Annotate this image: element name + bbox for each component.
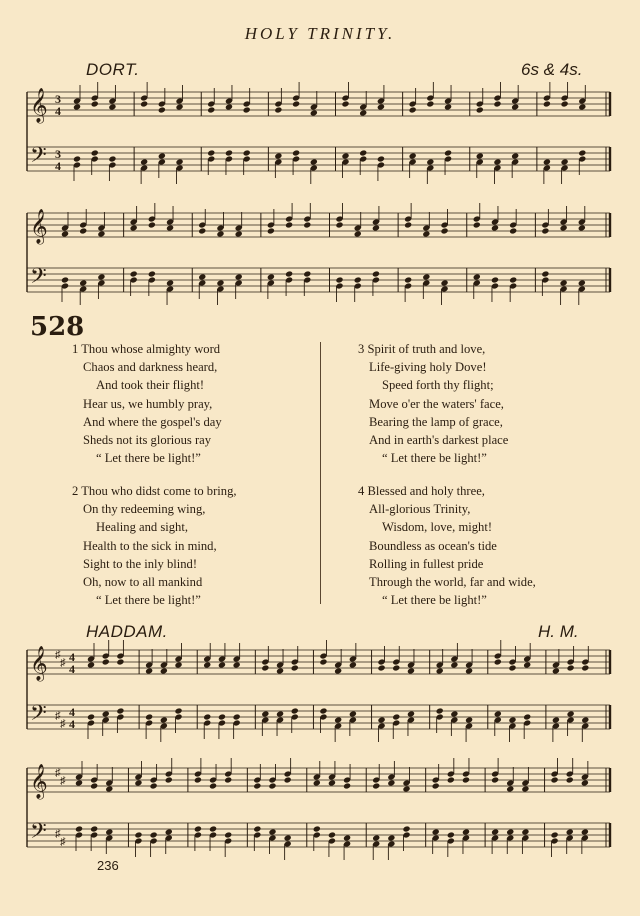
treble-clef-icon: 𝄞 (30, 209, 48, 244)
note-head (108, 103, 116, 110)
note-head (207, 149, 215, 156)
note-head (166, 279, 174, 286)
sharp-icon: ♯ (60, 718, 66, 730)
bass-clef-icon: 𝄢 (30, 819, 47, 849)
note-head (216, 230, 224, 237)
note-head (285, 270, 293, 277)
note-head (493, 100, 501, 107)
note-head (310, 109, 318, 116)
note-head (508, 716, 516, 723)
page-number: 236 (97, 858, 119, 873)
sharp-icon: ♯ (60, 657, 66, 669)
note-head (444, 149, 452, 156)
note-head (551, 776, 559, 783)
note-head (261, 664, 269, 671)
note-head (551, 831, 559, 838)
note-head (203, 713, 211, 720)
note-head (561, 158, 569, 165)
note-head (343, 834, 351, 841)
note-head (319, 658, 327, 665)
sharp-icon: ♯ (60, 775, 66, 787)
time-signature: 4 (55, 104, 61, 118)
stanza-line: Boundless as ocean's tide (369, 538, 497, 553)
stanza-line: Wisdom, love, might! (382, 520, 493, 535)
stanza-line: Through the world, far and wide, (369, 575, 536, 590)
note-head (274, 152, 282, 159)
note-head (225, 149, 233, 156)
note-head (235, 230, 243, 237)
note-head (578, 149, 586, 156)
note-head (581, 716, 589, 723)
note-head (285, 221, 293, 228)
note-head (90, 825, 98, 832)
time-signature: 4 (69, 662, 75, 676)
time-signature: 4 (69, 717, 75, 731)
note-head (543, 100, 551, 107)
note-head (402, 785, 410, 792)
note-head (140, 158, 148, 165)
note-head (130, 270, 138, 277)
note-head (73, 155, 81, 162)
note-head (494, 658, 502, 665)
stanza-3 (358, 340, 508, 467)
note-head (105, 828, 113, 835)
note-head (473, 273, 481, 280)
note-head (148, 270, 156, 277)
tune-name-haddam: HADDAM. (86, 622, 168, 641)
note-head (175, 103, 183, 110)
stanza-line: Rolling in fullest pride (369, 556, 484, 571)
note-head (150, 782, 158, 789)
note-head (436, 667, 444, 674)
stanza-line: Health to the sick in mind, (83, 538, 217, 553)
note-head (175, 158, 183, 165)
note-head (465, 716, 473, 723)
note-head (354, 230, 362, 237)
stanza-line: And in earth's darkest place (369, 433, 509, 448)
note-head (409, 106, 417, 113)
stanza-line: 4 Blessed and holy three, (358, 484, 485, 498)
stanza-line: And took their flight! (96, 378, 205, 393)
note-head (392, 713, 400, 720)
note-head (224, 831, 232, 838)
note-head (313, 825, 321, 832)
note-head (166, 224, 174, 231)
note-head (440, 227, 448, 234)
note-head (313, 779, 321, 786)
note-head (108, 155, 116, 162)
note-head (426, 100, 434, 107)
stanza-1 (72, 340, 222, 467)
note-head (335, 276, 343, 283)
note-head (116, 707, 124, 714)
note-head (387, 834, 395, 841)
stanza-line: “ Let there be light!” (382, 593, 487, 608)
note-head (198, 227, 206, 234)
note-head (75, 779, 83, 786)
treble-clef-icon: 𝄞 (30, 764, 48, 799)
note-head (462, 828, 470, 835)
note-head (216, 279, 224, 286)
stanza-line: Bearing the lamp of grace, (369, 414, 503, 429)
note-head (509, 276, 517, 283)
note-head (359, 109, 367, 116)
treble-clef-icon: 𝄞 (30, 646, 48, 681)
stanza-line: Oh, now to all mankind (83, 575, 203, 590)
stanza-line: 1 Thou whose almighty word (72, 342, 221, 356)
note-head (79, 279, 87, 286)
note-head (462, 776, 470, 783)
note-head (560, 224, 568, 231)
note-head (578, 103, 586, 110)
note-head (207, 106, 215, 113)
note-head (341, 100, 349, 107)
sharp-icon: ♯ (55, 767, 61, 779)
tune-name-dort: DORT. (86, 60, 140, 79)
note-head (552, 667, 560, 674)
note-head (218, 661, 226, 668)
note-head (319, 707, 327, 714)
note-head (276, 667, 284, 674)
note-head (465, 667, 473, 674)
stanza-line: Speed forth thy flight; (382, 378, 494, 393)
note-head (335, 221, 343, 228)
note-head (267, 273, 275, 280)
note-head (233, 713, 241, 720)
note-head (203, 661, 211, 668)
note-head (511, 103, 519, 110)
page-header: HOLY TRINITY. (244, 24, 396, 43)
note-head (61, 276, 69, 283)
stanza-line: 2 Thou who didst come to bring, (72, 484, 237, 498)
stanza-line: Chaos and darkness heard, (83, 360, 218, 375)
note-head (134, 831, 142, 838)
stanza-line: “ Let there be light!” (382, 451, 487, 466)
note-head (476, 152, 484, 159)
note-head (61, 230, 69, 237)
stanza-line: Sight to the inly blind! (83, 556, 198, 571)
note-head (90, 782, 98, 789)
note-head (349, 710, 357, 717)
stanza-line: Move o'er the waters' face, (369, 396, 504, 411)
note-head (328, 779, 336, 786)
note-head (174, 707, 182, 714)
stanza-line: “ Let there be light!” (96, 593, 201, 608)
note-head (422, 273, 430, 280)
note-head (292, 100, 300, 107)
note-head (450, 661, 458, 668)
column-divider (320, 342, 321, 604)
note-head (581, 828, 589, 835)
stanza-line: Hear us, we humbly pray, (83, 396, 213, 411)
note-head (349, 661, 357, 668)
stanza-line: On thy redeeming wing, (83, 502, 206, 517)
note-head (359, 149, 367, 156)
time-signature: 3 (55, 92, 61, 106)
note-head (130, 224, 138, 231)
note-head (523, 713, 531, 720)
note-head (291, 664, 299, 671)
note-head (91, 149, 99, 156)
time-signature: 4 (55, 159, 61, 173)
note-head (194, 776, 202, 783)
note-head (561, 100, 569, 107)
note-head (432, 782, 440, 789)
note-head (158, 152, 166, 159)
note-head (473, 221, 481, 228)
note-head (174, 661, 182, 668)
note-head (140, 100, 148, 107)
note-head (491, 828, 499, 835)
note-head (268, 828, 276, 835)
note-head (578, 279, 586, 286)
note-head (407, 710, 415, 717)
note-head (541, 270, 549, 277)
note-head (235, 273, 243, 280)
note-head (116, 658, 124, 665)
note-head (158, 106, 166, 113)
meter-dort: 6s & 4s. (521, 60, 583, 79)
note-head (160, 716, 168, 723)
note-head (521, 828, 529, 835)
note-head (165, 776, 173, 783)
note-head (578, 224, 586, 231)
stanza-2 (72, 482, 237, 609)
note-head (198, 273, 206, 280)
sharp-icon: ♯ (60, 836, 66, 848)
note-head (354, 276, 362, 283)
note-head (493, 158, 501, 165)
note-head (145, 667, 153, 674)
note-head (268, 782, 276, 789)
note-head (378, 716, 386, 723)
note-head (233, 661, 241, 668)
note-head (291, 707, 299, 714)
note-head (261, 710, 269, 717)
note-head (404, 276, 412, 283)
note-head (79, 227, 87, 234)
note-head (491, 276, 499, 283)
note-head (447, 831, 455, 838)
note-head (274, 106, 282, 113)
note-head (91, 100, 99, 107)
note-head (292, 149, 300, 156)
stanza-line: “ Let there be light!” (96, 451, 201, 466)
bass-clef-icon: 𝄢 (30, 701, 47, 731)
note-head (224, 776, 232, 783)
note-head (476, 106, 484, 113)
note-head (508, 664, 516, 671)
note-head (506, 828, 514, 835)
note-head (407, 667, 415, 674)
note-head (73, 103, 81, 110)
note-head (494, 710, 502, 717)
note-head (150, 831, 158, 838)
note-head (97, 273, 105, 280)
treble-clef-icon: 𝄞 (30, 88, 48, 123)
note-head (543, 158, 551, 165)
note-head (450, 710, 458, 717)
note-head (377, 103, 385, 110)
note-head (303, 221, 311, 228)
note-head (422, 230, 430, 237)
meter-haddam: H. M. (538, 622, 579, 641)
note-head (75, 825, 83, 832)
note-head (145, 713, 153, 720)
note-head (541, 227, 549, 234)
note-head (436, 707, 444, 714)
note-head (328, 831, 336, 838)
note-head (566, 828, 574, 835)
sharp-icon: ♯ (55, 828, 61, 840)
note-head (552, 716, 560, 723)
note-head (372, 224, 380, 231)
note-head (491, 224, 499, 231)
sharp-icon: ♯ (55, 710, 61, 722)
note-head (87, 713, 95, 720)
stanza-line: 3 Spirit of truth and love, (358, 342, 486, 356)
note-head (444, 103, 452, 110)
note-head (372, 270, 380, 277)
note-head (160, 667, 168, 674)
note-head (581, 664, 589, 671)
time-signature: 4 (69, 650, 75, 664)
note-head (341, 152, 349, 159)
time-signature: 4 (69, 705, 75, 719)
note-head (491, 776, 499, 783)
note-head (243, 149, 251, 156)
note-head (102, 658, 110, 665)
note-head (581, 779, 589, 786)
hymn-number: 528 (30, 312, 85, 342)
note-head (567, 710, 575, 717)
note-head (523, 661, 531, 668)
note-head (253, 825, 261, 832)
note-head (432, 828, 440, 835)
note-head (310, 158, 318, 165)
note-head (209, 825, 217, 832)
note-head (148, 221, 156, 228)
note-head (194, 825, 202, 832)
note-head (511, 152, 519, 159)
note-head (225, 103, 233, 110)
stanza-line: Life-giving holy Dove! (369, 360, 487, 375)
note-head (334, 716, 342, 723)
bass-clef-icon: 𝄢 (30, 264, 47, 294)
note-head (253, 782, 261, 789)
note-head (521, 785, 529, 792)
note-head (392, 664, 400, 671)
time-signature: 3 (55, 147, 61, 161)
note-head (378, 664, 386, 671)
note-head (440, 279, 448, 286)
note-head (509, 227, 517, 234)
stanza-line: Healing and sight, (96, 520, 188, 535)
note-head (402, 825, 410, 832)
note-head (447, 776, 455, 783)
note-head (372, 782, 380, 789)
stanza-line: All-glorious Trinity, (369, 502, 471, 517)
note-head (426, 158, 434, 165)
note-head (567, 664, 575, 671)
note-head (334, 667, 342, 674)
note-head (387, 779, 395, 786)
score-haddam (0, 640, 640, 860)
note-head (566, 776, 574, 783)
note-head (284, 776, 292, 783)
note-head (87, 661, 95, 668)
note-head (134, 779, 142, 786)
note-head (409, 152, 417, 159)
note-head (303, 270, 311, 277)
note-head (209, 782, 217, 789)
stanza-4 (358, 482, 536, 609)
bass-clef-icon: 𝄢 (30, 143, 47, 173)
score-dort (0, 82, 640, 312)
note-head (218, 713, 226, 720)
note-head (243, 106, 251, 113)
note-head (506, 785, 514, 792)
note-head (165, 828, 173, 835)
stanza-line: Sheds not its glorious ray (83, 433, 212, 448)
note-head (97, 230, 105, 237)
note-head (560, 279, 568, 286)
note-head (276, 710, 284, 717)
note-head (284, 834, 292, 841)
note-head (102, 710, 110, 717)
note-head (343, 782, 351, 789)
stanza-line: And where the gospel's day (83, 414, 222, 429)
note-head (267, 227, 275, 234)
note-head (404, 221, 412, 228)
sharp-icon: ♯ (55, 649, 61, 661)
note-head (105, 785, 113, 792)
note-head (377, 155, 385, 162)
note-head (372, 834, 380, 841)
